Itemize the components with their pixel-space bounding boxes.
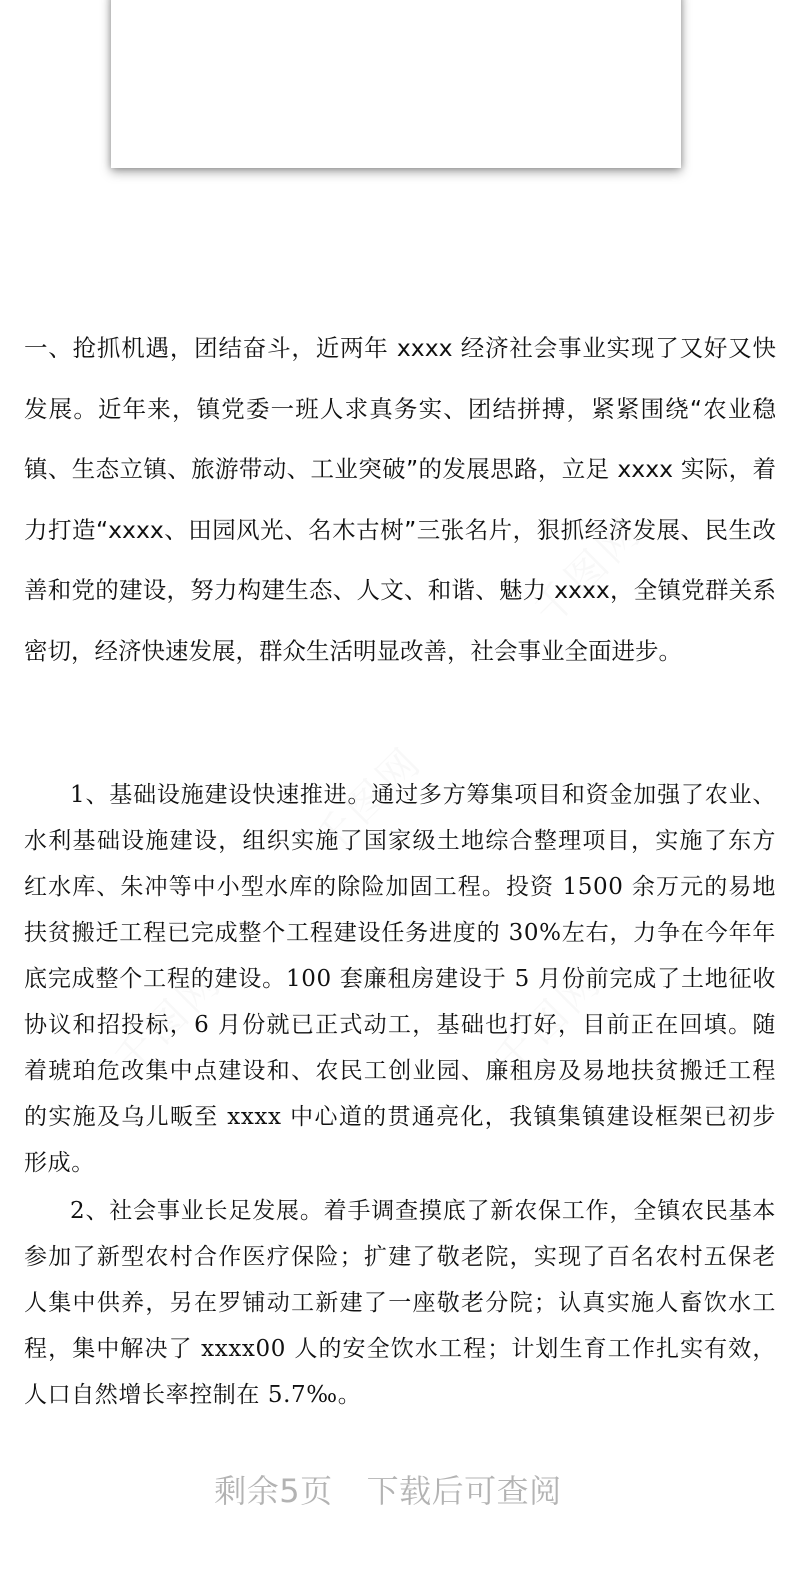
watermark: 千图网 [105, 958, 232, 1084]
previous-page-preview [111, 0, 681, 168]
download-prompt[interactable] [0, 1466, 776, 1512]
paragraph-social-affairs: 2、社会事业长足发展。着手调查摸底了新农保工作，全镇农民基本参加了新型农村合作医疗保险；扩建了敬老院，实现了百名农村五保老人集中供养，另在罗铺动工新建了一座敬老分院；认真实施人畜饮水工程，集中解决了 xxxx00 人的安全饮水工程；计划生育工作扎实有效，人口自然增长率控制在 5.7‰。 [24, 1198, 776, 1408]
remaining-pages-label: 剩余5页 [214, 1472, 333, 1510]
paragraph-infrastructure: 1、基础设施建设快速推进。通过多方筹集项目和资金加强了农业、水利基础设施建设，组织实施了国家级土地综合整理项目，实施了东方红水库、朱冲等中小型水库的除险加固工程。投资 1500 余万元的易地扶贫搬迁工程已完成整个工程建设任务进度的 30%左右，力争在今年年底完成整个工程的建设。100 套廉租房建设于 5 月份前完成了土地征收协议和招投标，6 月份就已正式动工，基础也打好，目前正在回填。随着琥珀危改集中点建设和、农民工创业园、廉租房及易地扶贫搬迁工程的实施及乌儿畈至 xxxx 中心道的贯通亮化，我镇集镇建设框架已初步形成。 [24, 782, 776, 1176]
watermark: 千图网 [485, 958, 612, 1084]
watermark: 千图网 [525, 508, 652, 634]
watermark: 千图网 [305, 738, 432, 864]
section-heading: 一、抢抓机遇，团结奋斗，近两年 xxxx 经济社会事业实现了又好又快发展。近年来，镇党委一班人求真务实、团结拼搏，紧紧围绕“农业稳镇、生态立镇、旅游带动、工业突破”的发展思路，立足 xxxx 实际，着力打造“xxxx、田园风光、名木古树”三张名片，狠抓经济发展、民生改善和党的建设，努力构建生态、人文、和谐、魅力 xxxx，全镇党群关系密切，经济快速发展，群众生活明显改善，社会事业全面进步。 [24, 334, 776, 665]
download-to-view-label: 下载后可查阅 [366, 1472, 562, 1510]
